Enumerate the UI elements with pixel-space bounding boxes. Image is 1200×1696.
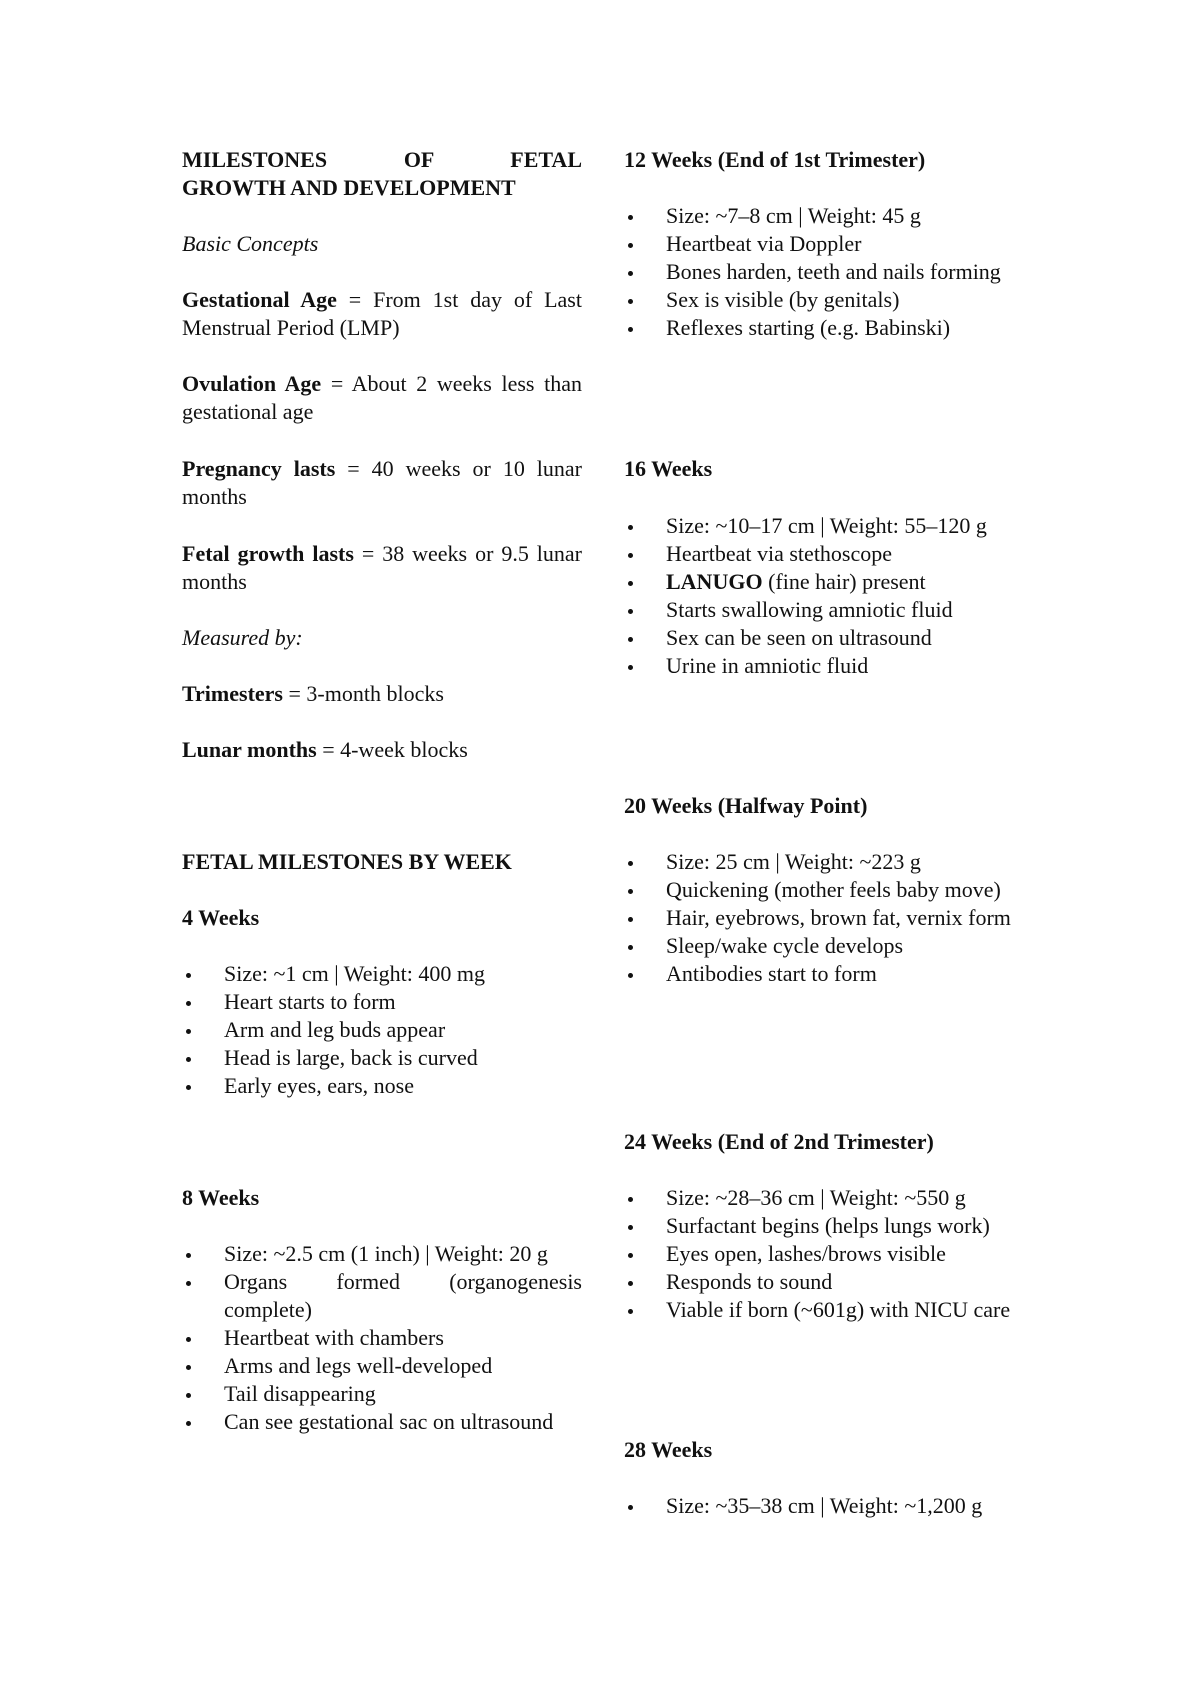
week-12-heading: 12 Weeks (End of 1st Trimester) <box>624 147 926 172</box>
definition-text: = 38 weeks or 9.5 lunar months <box>182 541 582 594</box>
list-item: Organs formed (organogenesis complete) <box>182 1268 582 1324</box>
basic-concepts-subheading: Basic Concepts <box>182 231 319 256</box>
definition-text: = From 1st day of Last Menstrual Period (LMP) <box>182 287 582 340</box>
list-item: Heartbeat via stethoscope <box>624 540 1024 568</box>
list-item: Urine in amniotic fluid <box>624 652 1024 680</box>
list-item: Sex is visible (by genitals) <box>624 286 1024 314</box>
measure-lunar-months <box>182 736 582 764</box>
definition-term: Ovulation Age <box>182 371 322 396</box>
milestones-heading: FETAL MILESTONES BY WEEK <box>182 849 512 874</box>
list-item: Heart starts to form <box>182 988 582 1016</box>
week-24-heading: 24 Weeks (End of 2nd Trimester) <box>624 1129 934 1154</box>
list-item: Heartbeat with chambers <box>182 1324 582 1352</box>
week-20-list <box>624 848 1024 988</box>
list-item: Size: ~10–17 cm | Weight: 55–120 g <box>624 512 1024 540</box>
list-item: Arms and legs well-developed <box>182 1352 582 1380</box>
week-24-list <box>624 1184 1024 1324</box>
week-4-list <box>182 960 582 1100</box>
list-item: Surfactant begins (helps lungs work) <box>624 1212 1024 1240</box>
list-item: Sleep/wake cycle develops <box>624 932 1024 960</box>
measure-text: = 3-month blocks <box>283 681 444 706</box>
week-8-heading: 8 Weeks <box>182 1185 260 1210</box>
definition-text: = 40 weeks or 10 lunar months <box>182 456 582 509</box>
list-item: Heartbeat via Doppler <box>624 230 1024 258</box>
list-item: Reflexes starting (e.g. Babinski) <box>624 314 1024 342</box>
definition-ovulation-age <box>182 370 582 426</box>
list-item: Size: ~7–8 cm | Weight: 45 g <box>624 202 1024 230</box>
list-item: Sex can be seen on ultrasound <box>624 624 1024 652</box>
list-item: Responds to sound <box>624 1268 1024 1296</box>
definition-term: Pregnancy lasts <box>182 456 336 481</box>
week-4-heading: 4 Weeks <box>182 905 260 930</box>
lanugo-text: (fine hair) present <box>762 569 926 594</box>
list-item: Size: ~35–38 cm | Weight: ~1,200 g <box>624 1492 1024 1520</box>
week-28-list <box>624 1492 1024 1520</box>
definition-fetal-growth-lasts <box>182 540 582 596</box>
list-item: Head is large, back is curved <box>182 1044 582 1072</box>
measure-term: Trimesters <box>182 681 283 706</box>
list-item: Tail disappearing <box>182 1380 582 1408</box>
measured-by-subheading: Measured by: <box>182 625 303 650</box>
list-item: Size: 25 cm | Weight: ~223 g <box>624 848 1024 876</box>
definition-gestational-age <box>182 286 582 342</box>
list-item: Size: ~1 cm | Weight: 400 mg <box>182 960 582 988</box>
lanugo-term: LANUGO <box>666 569 763 594</box>
week-28-heading: 28 Weeks <box>624 1437 713 1462</box>
list-item: Starts swallowing amniotic fluid <box>624 596 1024 624</box>
list-item: Early eyes, ears, nose <box>182 1072 582 1100</box>
week-12-list <box>624 202 1024 342</box>
definition-text: = About 2 weeks less than gestational age <box>182 371 582 424</box>
week-20-heading: 20 Weeks (Halfway Point) <box>624 793 868 818</box>
definition-pregnancy-lasts <box>182 455 582 511</box>
list-item <box>624 568 1024 596</box>
title-line-2: GROWTH AND DEVELOPMENT <box>182 175 516 200</box>
week-16-list <box>624 512 1024 680</box>
list-item: Quickening (mother feels baby move) <box>624 876 1024 904</box>
measure-text: = 4-week blocks <box>316 737 468 762</box>
list-item: Antibodies start to form <box>624 960 1024 988</box>
list-item: Arm and leg buds appear <box>182 1016 582 1044</box>
list-item: Viable if born (~601g) with NICU care <box>624 1296 1024 1324</box>
definition-term: Fetal growth lasts <box>182 541 354 566</box>
list-item: Can see gestational sac on ultrasound <box>182 1408 582 1436</box>
list-item: Eyes open, lashes/brows visible <box>624 1240 1024 1268</box>
document-title <box>182 146 582 202</box>
measure-term: Lunar months <box>182 737 317 762</box>
list-item: Size: ~28–36 cm | Weight: ~550 g <box>624 1184 1024 1212</box>
list-item: Hair, eyebrows, brown fat, vernix form <box>624 904 1024 932</box>
week-8-list <box>182 1240 582 1436</box>
list-item: Size: ~2.5 cm (1 inch) | Weight: 20 g <box>182 1240 582 1268</box>
definition-term: Gestational Age <box>182 287 337 312</box>
week-16-heading: 16 Weeks <box>624 456 713 481</box>
measure-trimesters <box>182 680 582 708</box>
list-item: Bones harden, teeth and nails forming <box>624 258 1024 286</box>
title-line-1: MILESTONES OF FETAL <box>182 147 582 172</box>
